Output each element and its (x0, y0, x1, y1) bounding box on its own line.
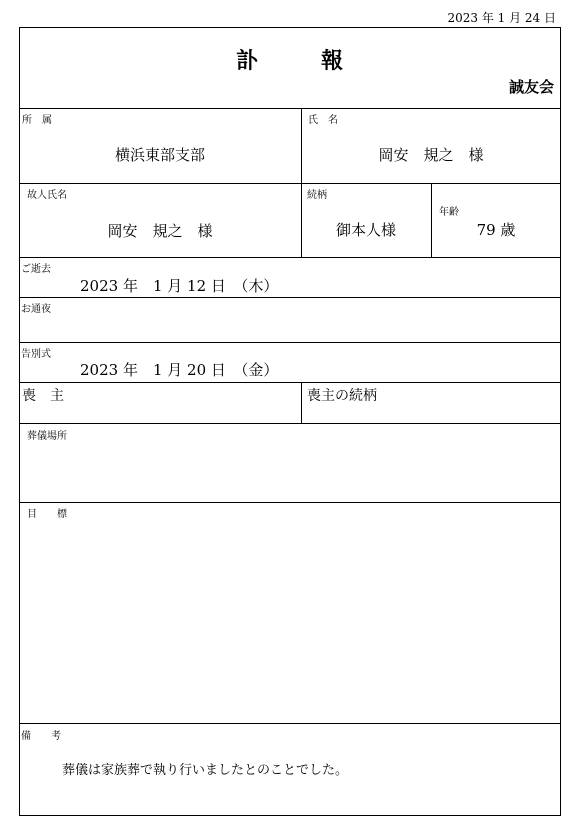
divider (19, 423, 561, 424)
remarks-label: 備 考 (21, 731, 61, 742)
affiliation-label: 所 属 (22, 115, 52, 126)
title-char-2: 報 (321, 48, 345, 74)
divider (301, 382, 302, 423)
issue-date: 2023 年 1 月 24 日 (447, 11, 556, 25)
chief-mourner-relation-label: 喪主の続柄 (307, 388, 377, 404)
farewell-label: 告別式 (21, 349, 51, 360)
remarks-text: 葬儀は家族葬で執り行いましたとのことでした。 (62, 763, 349, 778)
deceased-name-label: 故人氏名 (27, 190, 67, 201)
member-name-value: 岡安 規之 様 (378, 146, 484, 164)
divider (19, 382, 561, 383)
relationship-value: 御本人様 (335, 221, 396, 239)
divider (19, 723, 561, 724)
notice-title (19, 44, 561, 75)
organization-name: 誠友会 (508, 78, 554, 96)
wake-label: お通夜 (21, 304, 51, 315)
chief-mourner-label: 喪 主 (22, 388, 64, 404)
divider (19, 183, 561, 184)
affiliation-value: 横浜東部支部 (114, 146, 205, 164)
passing-label: ご逝去 (21, 264, 51, 275)
divider (19, 257, 561, 258)
relationship-label: 続柄 (307, 190, 327, 201)
age-label: 年齢 (439, 207, 459, 218)
divider (19, 502, 561, 503)
venue-label: 葬儀場所 (27, 431, 67, 442)
deceased-name-value: 岡安 規之 様 (107, 222, 213, 240)
passing-date: 2023 年 1 月 12 日 （木） (80, 277, 279, 295)
farewell-date: 2023 年 1 月 20 日 （金） (80, 361, 279, 379)
title-char-1: 訃 (235, 48, 259, 74)
divider (19, 297, 561, 298)
divider (19, 342, 561, 343)
divider (19, 108, 561, 109)
age-value: 79 歳 (476, 221, 516, 239)
member-name-label: 氏 名 (308, 115, 338, 126)
directions-label: 目 標 (27, 509, 67, 520)
